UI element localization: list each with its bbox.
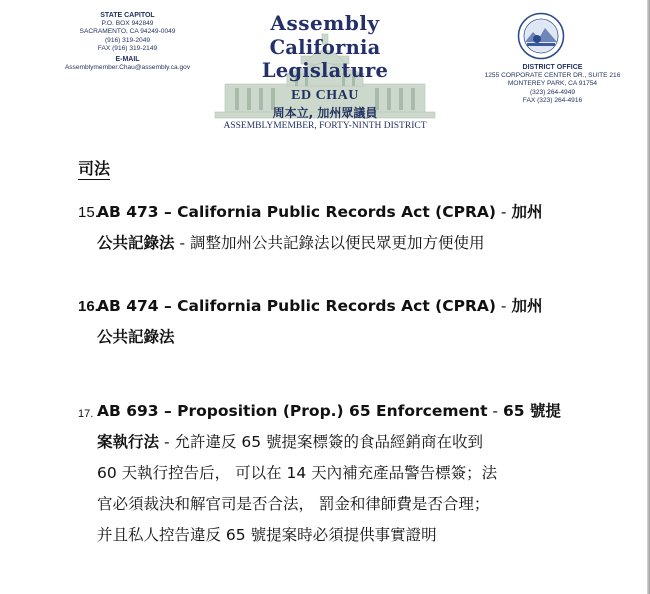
bill-title-zh: 65 號提 (502, 402, 561, 420)
district-label: ASSEMBLYMEMBER, FORTY-NINTH DISTRICT (223, 121, 427, 131)
email-address[interactable]: Assemblymember.Chau@assembly.ca.gov (64, 64, 191, 72)
bill-description: - 調整加州公共記錄法以便民眾更加方便使用 (174, 234, 485, 252)
district-office-line: 1255 CORPORATE CENTER DR., SUITE 216 (484, 72, 621, 80)
assembly-title: Assembly (270, 11, 380, 35)
item-number: 17. (78, 408, 94, 420)
capitol-office-line: P.O. BOX 942849 (101, 20, 154, 28)
capitol-office-block (40, 12, 215, 72)
item-number: 16. (78, 298, 99, 315)
bill-title-zh: 公共記錄法 (97, 328, 175, 346)
state-seal-icon (517, 12, 565, 60)
bill-separator: - (495, 297, 512, 315)
bill-title: AB 474 – California Public Records Act (CPRA) (97, 297, 496, 315)
capitol-office-line: (916) 319-2049 (104, 36, 151, 44)
item-number: 15. (78, 204, 99, 221)
district-office-heading: DISTRICT OFFICE (522, 64, 583, 71)
bill-description: - 允許違反 65 號提案標簽的食品經銷商在收到 (159, 433, 484, 451)
bill-description: 并且私人控告違反 65 號提案時必須提供事實證明 (97, 526, 437, 544)
email-heading: E-MAIL (115, 56, 140, 64)
bill-item (97, 197, 597, 259)
member-name-chinese: 周本立, 加州眾議員 (272, 106, 378, 120)
bill-separator: - (495, 203, 512, 221)
capitol-office-line: SACRAMENTO, CA 94249-0049 (79, 28, 176, 36)
district-office-line: FAX (323) 264-4916 (522, 96, 583, 104)
bill-title-zh: 公共記錄法 (97, 234, 175, 252)
district-office-line: (323) 264-4949 (529, 88, 576, 96)
bill-title-zh: 案執行法 (97, 433, 160, 451)
bill-description: 60 天執行控告后， 可以在 14 天內補充產品警告標簽；法 (97, 464, 498, 482)
capitol-office-heading: STATE CAPITOL (100, 12, 155, 19)
bill-item (97, 291, 597, 353)
bill-title: AB 693 – Proposition (Prop.) 65 Enforcement (97, 402, 488, 420)
member-name: ED CHAU (291, 88, 359, 103)
bill-description: 官必須裁決和解官司是否合法， 罰金和律師費是否合理； (97, 495, 490, 513)
bill-title-zh: 加州 (511, 203, 543, 221)
district-office-block (455, 64, 650, 105)
section-title: 司法 (78, 159, 111, 178)
bill-separator: - (487, 402, 503, 420)
bill-title: AB 473 – California Public Records Act (CPRA) (97, 203, 496, 221)
bill-title-zh: 加州 (511, 297, 543, 315)
capitol-office-line: FAX (916) 319-2149 (97, 44, 158, 52)
district-office-line: MONTEREY PARK, CA 91754 (507, 80, 598, 88)
bill-item (97, 396, 597, 551)
legislature-title: California Legislature (261, 36, 389, 82)
